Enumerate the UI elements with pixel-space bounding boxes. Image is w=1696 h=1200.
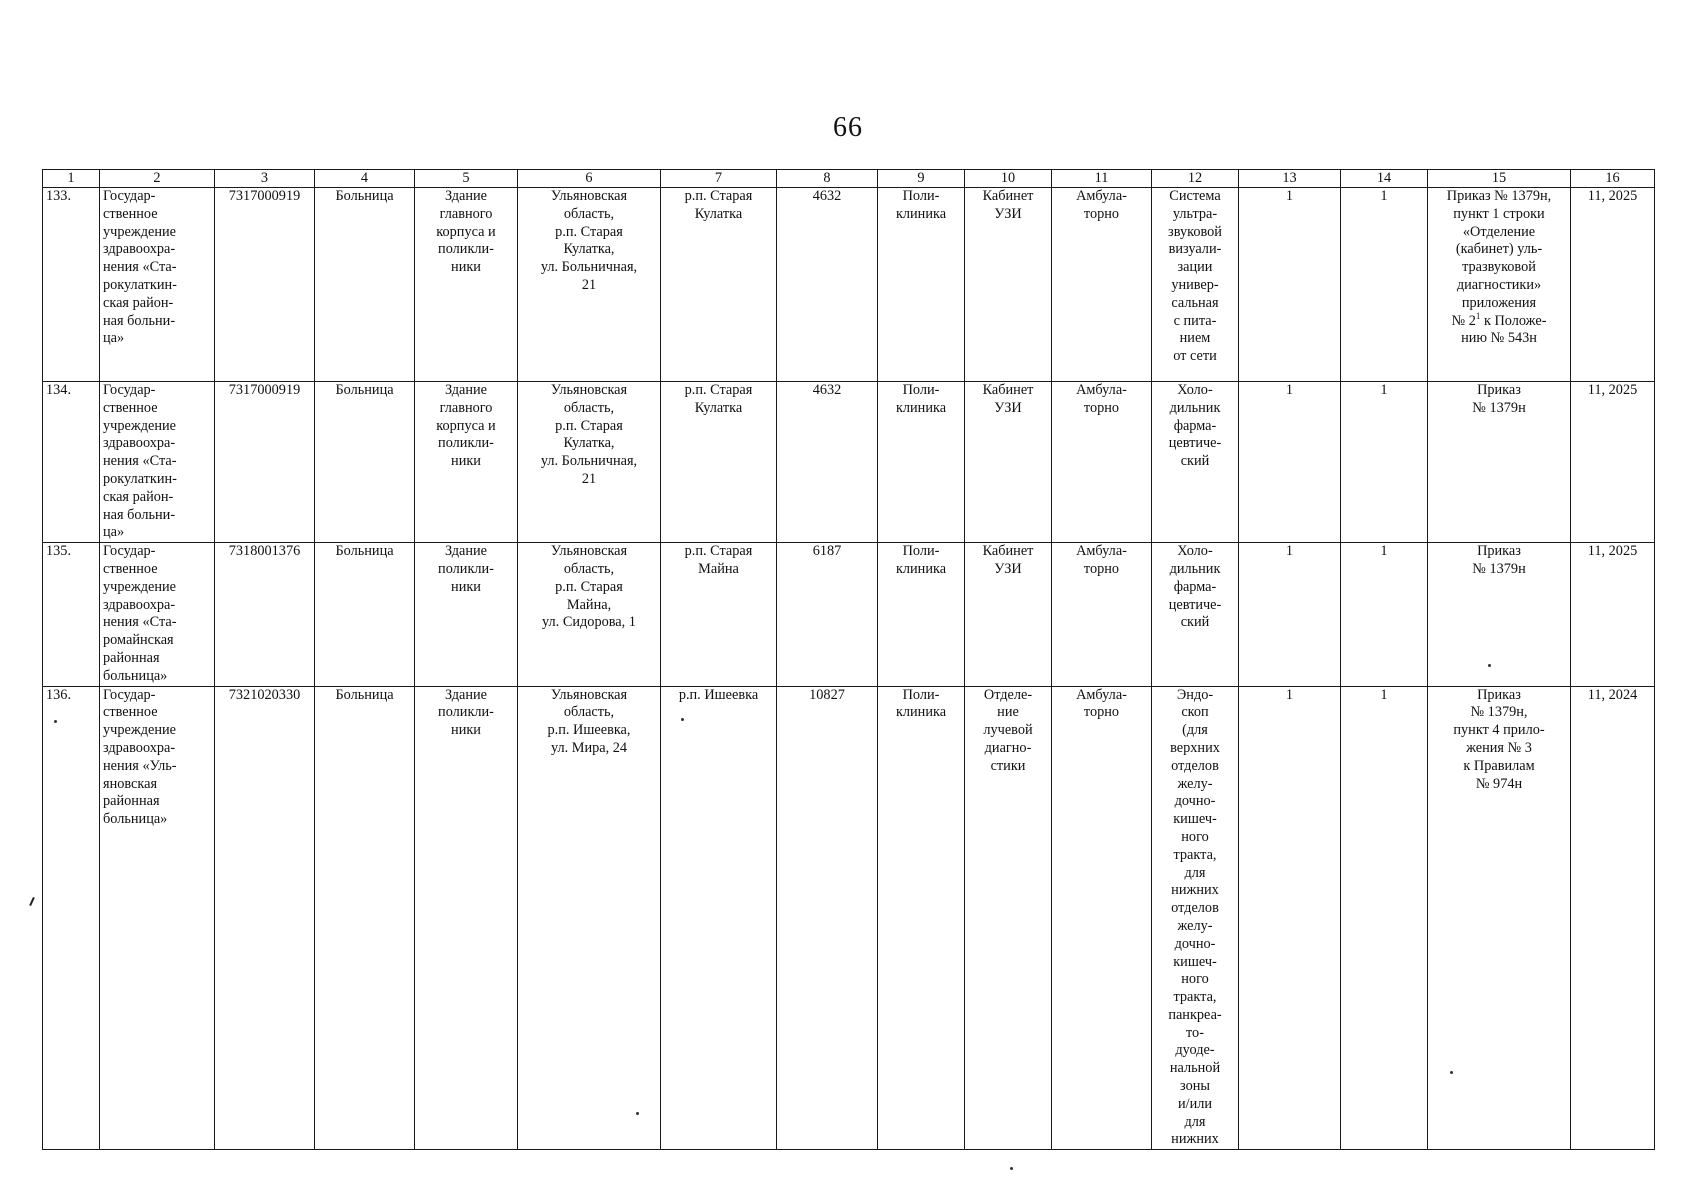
column-header: 15 xyxy=(1428,170,1571,188)
table-row xyxy=(43,543,1655,686)
settlement: р.п. Старая Кулатка xyxy=(661,382,777,543)
care-form: Амбула- торно xyxy=(1052,543,1152,686)
column-header: 14 xyxy=(1341,170,1428,188)
regulation xyxy=(1428,188,1571,382)
column-header: 6 xyxy=(518,170,661,188)
column-header: 10 xyxy=(965,170,1052,188)
equipment-name: Холо- дильник фарма- цевтиче- ский xyxy=(1152,543,1239,686)
period: 11, 2025 xyxy=(1571,188,1655,382)
address: Ульяновская область, р.п. Старая Кулатка, ул. Больничная, 21 xyxy=(518,188,661,382)
row-number: 136. xyxy=(43,686,100,1150)
building: Здание главного корпуса и поликли- ники xyxy=(415,382,518,543)
column-header: 9 xyxy=(878,170,965,188)
population: 4632 xyxy=(777,382,878,543)
equipment-table xyxy=(42,169,1655,1150)
scan-speck xyxy=(681,718,684,721)
facility-type: Больница xyxy=(315,188,415,382)
department: Кабинет УЗИ xyxy=(965,382,1052,543)
row-number: 134. xyxy=(43,382,100,543)
column-number-row xyxy=(43,170,1655,188)
settlement: р.п. Старая Майна xyxy=(661,543,777,686)
care-form: Амбула- торно xyxy=(1052,686,1152,1150)
table-row xyxy=(43,188,1655,382)
quantity-planned: 1 xyxy=(1341,686,1428,1150)
period: 11, 2024 xyxy=(1571,686,1655,1150)
row-number: 133. xyxy=(43,188,100,382)
regulation-text-end: к Положе- нию № 543н xyxy=(1461,312,1547,347)
column-header: 12 xyxy=(1152,170,1239,188)
table-row xyxy=(43,382,1655,543)
unit: Поли- клиника xyxy=(878,543,965,686)
organization-name: Государ- ственное учреждение здравоохра- нения «Ста- рокулаткин- ская район- ная больни- ца» xyxy=(100,382,215,543)
unit: Поли- клиника xyxy=(878,382,965,543)
care-form: Амбула- торно xyxy=(1052,188,1152,382)
address: Ульяновская область, р.п. Старая Кулатка, ул. Больничная, 21 xyxy=(518,382,661,543)
organization-name: Государ- ственное учреждение здравоохра- нения «Ста- рокулаткин- ская район- ная больни- ца» xyxy=(100,188,215,382)
scan-speck xyxy=(1488,664,1491,667)
inn: 7317000919 xyxy=(215,188,315,382)
population: 6187 xyxy=(777,543,878,686)
column-header: 3 xyxy=(215,170,315,188)
column-header: 13 xyxy=(1239,170,1341,188)
quantity-planned: 1 xyxy=(1341,382,1428,543)
address: Ульяновская область, р.п. Старая Майна, ул. Сидорова, 1 xyxy=(518,543,661,686)
scan-pen-mark xyxy=(29,897,35,906)
facility-type: Больница xyxy=(315,686,415,1150)
settlement: р.п. Ишеевка xyxy=(661,686,777,1150)
period: 11, 2025 xyxy=(1571,382,1655,543)
building: Здание главного корпуса и поликли- ники xyxy=(415,188,518,382)
regulation: Приказ № 1379н xyxy=(1428,543,1571,686)
settlement: р.п. Старая Кулатка xyxy=(661,188,777,382)
row-number: 135. xyxy=(43,543,100,686)
table-row xyxy=(43,686,1655,1150)
quantity-planned: 1 xyxy=(1341,543,1428,686)
address: Ульяновская область, р.п. Ишеевка, ул. Мира, 24 xyxy=(518,686,661,1150)
unit: Поли- клиника xyxy=(878,686,965,1150)
quantity-required: 1 xyxy=(1239,382,1341,543)
care-form: Амбула- торно xyxy=(1052,382,1152,543)
facility-type: Больница xyxy=(315,382,415,543)
inn: 7321020330 xyxy=(215,686,315,1150)
quantity-planned: 1 xyxy=(1341,188,1428,382)
quantity-required: 1 xyxy=(1239,686,1341,1150)
department: Кабинет УЗИ xyxy=(965,188,1052,382)
column-header: 8 xyxy=(777,170,878,188)
equipment-name: Эндо- скоп (для верхних отделов желу- дочно- кишеч- ного тракта, для нижних отделов желу- дочно- кишеч- ного тракта, панкреа- то- дуоде- нальной зоны и/или для нижних xyxy=(1152,686,1239,1150)
column-header: 16 xyxy=(1571,170,1655,188)
population: 4632 xyxy=(777,188,878,382)
building: Здание поликли- ники xyxy=(415,686,518,1150)
quantity-required: 1 xyxy=(1239,543,1341,686)
building: Здание поликли- ники xyxy=(415,543,518,686)
scan-speck xyxy=(1450,1071,1453,1074)
department: Отделе- ние лучевой диагно- стики xyxy=(965,686,1052,1150)
scan-speck xyxy=(1010,1167,1013,1170)
facility-type: Больница xyxy=(315,543,415,686)
regulation-text: Приказ № 1379н, пункт 1 строки «Отделение (кабинет) уль- тразвуковой диагностики» приложения № 2 xyxy=(1446,188,1552,329)
column-header: 2 xyxy=(100,170,215,188)
page-number: 66 xyxy=(833,112,863,143)
equipment-name: Система ультра- звуковой визуали- зации универ- сальная с пита- нием от сети xyxy=(1152,188,1239,382)
equipment-name: Холо- дильник фарма- цевтиче- ский xyxy=(1152,382,1239,543)
regulation-superscript: 1 xyxy=(1475,310,1481,321)
regulation: Приказ № 1379н xyxy=(1428,382,1571,543)
regulation: Приказ № 1379н, пункт 4 прило- жения № 3 к Правилам № 974н xyxy=(1428,686,1571,1150)
population: 10827 xyxy=(777,686,878,1150)
column-header: 4 xyxy=(315,170,415,188)
column-header: 11 xyxy=(1052,170,1152,188)
quantity-required: 1 xyxy=(1239,188,1341,382)
inn: 7317000919 xyxy=(215,382,315,543)
column-header: 1 xyxy=(43,170,100,188)
period: 11, 2025 xyxy=(1571,543,1655,686)
inn: 7318001376 xyxy=(215,543,315,686)
department: Кабинет УЗИ xyxy=(965,543,1052,686)
unit: Поли- клиника xyxy=(878,188,965,382)
organization-name: Государ- ственное учреждение здравоохра- нения «Уль- яновская районная больница» xyxy=(100,686,215,1150)
scan-speck xyxy=(636,1112,639,1115)
column-header: 7 xyxy=(661,170,777,188)
organization-name: Государ- ственное учреждение здравоохра- нения «Ста- ромайнская районная больница» xyxy=(100,543,215,686)
scan-speck xyxy=(54,720,57,723)
column-header: 5 xyxy=(415,170,518,188)
